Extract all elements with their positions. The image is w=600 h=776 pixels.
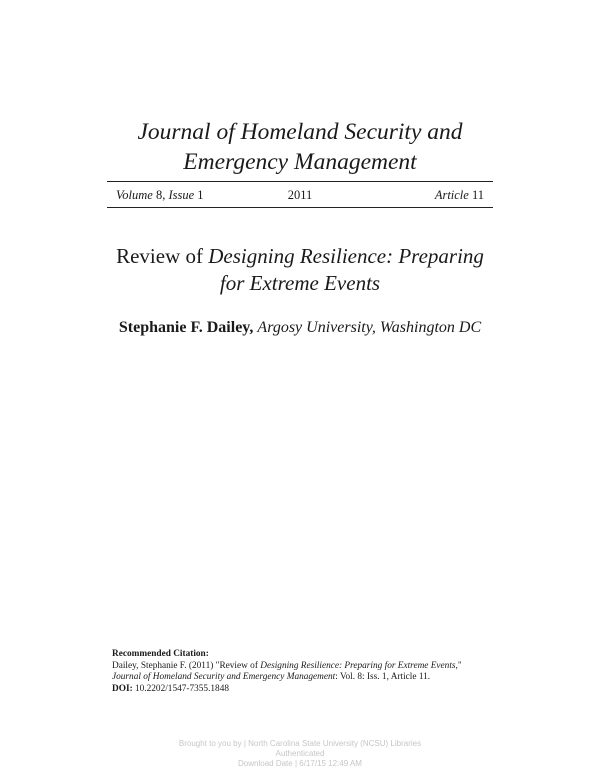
volume-label: Volume xyxy=(116,188,153,202)
watermark-line-1: Brought to you by | North Carolina State University (NCSU) Libraries xyxy=(178,739,422,748)
issue-info-row xyxy=(116,187,484,203)
watermark-line-2: Authenticated xyxy=(275,749,325,758)
citation-doi xyxy=(112,684,512,696)
article-number-info xyxy=(435,187,484,203)
citation-journal-name: Journal of Homeland Security and Emergency Management xyxy=(112,672,336,682)
publication-year: 2011 xyxy=(287,188,313,202)
article-number: 11 xyxy=(471,188,484,202)
download-watermark xyxy=(0,739,600,769)
volume-issue: Volume 8, Issue 1 xyxy=(116,188,204,202)
recommended-citation xyxy=(112,649,512,695)
citation-text xyxy=(112,661,512,684)
journal-title-line-2: Emergency Management xyxy=(183,149,417,175)
author-name: Stephanie F. Dailey, xyxy=(118,319,254,336)
citation-author-year: Dailey, Stephanie F. (2011) "Review of xyxy=(112,660,261,671)
journal-title xyxy=(0,117,600,177)
header-rule-top xyxy=(107,181,493,182)
article-label: Article xyxy=(434,188,469,202)
citation-book-title: Designing Resilience: Preparing for Extreme Events xyxy=(260,660,456,671)
citation-heading: Recommended Citation: xyxy=(112,649,209,659)
citation-quote-close: ," xyxy=(455,660,462,671)
header-rule-bottom xyxy=(107,207,493,208)
article-title-book-part-1: Designing Resilience: Preparing xyxy=(208,244,484,268)
article-title-line-1 xyxy=(0,243,600,270)
article-title-prefix: Review of xyxy=(116,244,209,268)
issue-number: 1 xyxy=(197,188,204,202)
author-affiliation: Argosy University, Washington DC xyxy=(257,319,482,336)
doi-label: DOI: xyxy=(112,683,133,694)
citation-volume-info: : Vol. 8: Iss. 1, Article 11. xyxy=(335,672,431,682)
watermark-line-3: Download Date | 6/17/15 12:49 AM xyxy=(238,759,362,768)
author-line xyxy=(0,318,600,338)
volume-number: 8 xyxy=(155,188,163,202)
issue-label: Issue xyxy=(168,188,195,202)
journal-title-line-1: Journal of Homeland Security and xyxy=(137,119,463,145)
article-title xyxy=(0,243,600,297)
doi-value: 10.2202/1547-7355.1848 xyxy=(132,683,229,694)
article-title-line-2: for Extreme Events xyxy=(219,271,381,295)
